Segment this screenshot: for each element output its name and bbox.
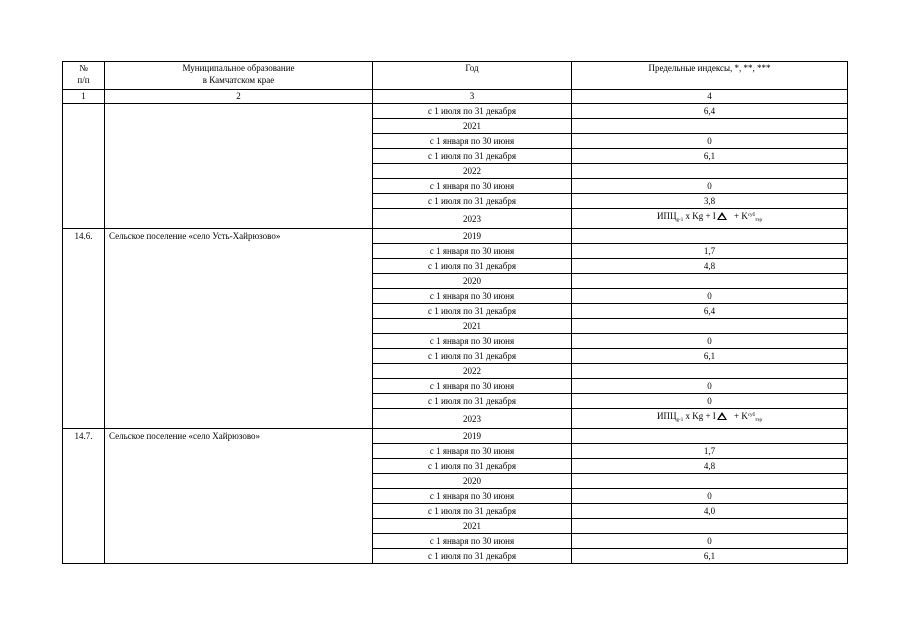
row-number-cell: 14.6. [63,229,105,429]
header-number-cell [63,62,105,90]
year-cell: с 1 июля по 31 декабря [373,394,572,409]
year-cell: с 1 июля по 31 декабря [373,349,572,364]
table-row [63,104,848,119]
year-cell: с 1 июля по 31 декабря [373,149,572,164]
table-body [63,62,848,564]
year-cell: 2021 [373,519,572,534]
year-cell: 2023 [373,409,572,429]
index-formula: $ИПЦ_{g-1}$ x $Kg + I + K^{суб}_{тэр}$ [657,411,762,423]
column-number-1: 1 [63,90,105,104]
municipality-cell: Сельское поселение «село Хайрюзово» [105,429,373,564]
index-cell: 4,8 [572,459,848,474]
year-cell: 2022 [373,164,572,179]
year-cell: с 1 июля по 31 декабря [373,549,572,564]
index-cell: 4,8 [572,259,848,274]
year-cell: с 1 января по 30 июня [373,244,572,259]
column-number-row [63,90,848,104]
year-cell: с 1 июля по 31 декабря [373,459,572,474]
delta-icon [717,412,727,420]
index-cell [572,519,848,534]
delta-icon [717,212,727,220]
year-cell: 2020 [373,474,572,489]
year-cell: 2021 [373,319,572,334]
year-cell: 2023 [373,209,572,229]
index-cell [572,164,848,179]
year-cell: с 1 июля по 31 декабря [373,104,572,119]
year-cell: 2021 [373,119,572,134]
index-cell [572,364,848,379]
index-cell: 0 [572,394,848,409]
year-cell: 2019 [373,429,572,444]
table-row [63,429,848,444]
year-cell: с 1 января по 30 июня [373,534,572,549]
year-cell: с 1 января по 30 июня [373,379,572,394]
index-cell [572,209,848,229]
index-cell: 6,1 [572,349,848,364]
year-cell: с 1 июля по 31 декабря [373,194,572,209]
year-cell: 2020 [373,274,572,289]
index-cell: 6,4 [572,304,848,319]
year-cell: с 1 января по 30 июня [373,489,572,504]
index-cell: 0 [572,379,848,394]
header-number-line2: п/п [77,75,90,85]
column-number-4: 4 [572,90,848,104]
index-cell [572,274,848,289]
index-cell: 0 [572,489,848,504]
header-municipality-line2: в Камчатском крае [202,75,275,85]
year-cell: с 1 января по 30 июня [373,134,572,149]
index-cell: 3,8 [572,194,848,209]
header-year-cell: Год [373,62,572,90]
year-cell: с 1 июля по 31 декабря [373,504,572,519]
municipality-cell [105,104,373,229]
index-cell: 6,4 [572,104,848,119]
index-cell [572,119,848,134]
header-municipality-line1: Муниципальное образование [182,63,295,73]
index-cell: 6,1 [572,149,848,164]
year-cell: с 1 января по 30 июня [373,444,572,459]
index-cell: 4,0 [572,504,848,519]
column-number-3: 3 [373,90,572,104]
row-number-cell: 14.7. [63,429,105,564]
index-cell [572,409,848,429]
year-cell: с 1 января по 30 июня [373,179,572,194]
header-number-line1: № [79,63,88,73]
index-cell [572,319,848,334]
index-cell: 1,7 [572,444,848,459]
tariff-index-table [62,61,848,564]
year-cell: 2019 [373,229,572,244]
index-cell: 6,1 [572,549,848,564]
municipality-cell: Сельское поселение «село Усть-Хайрюзово» [105,229,373,429]
index-cell: 0 [572,534,848,549]
index-cell: 1,7 [572,244,848,259]
table-row [63,229,848,244]
index-cell: 0 [572,179,848,194]
table-header-row [63,62,848,90]
index-cell: 0 [572,134,848,149]
year-cell: с 1 января по 30 июня [373,289,572,304]
header-index-cell: Предельные индексы, *, **, *** [572,62,848,90]
index-cell: 0 [572,289,848,304]
index-cell [572,229,848,244]
index-cell [572,474,848,489]
year-cell: с 1 января по 30 июня [373,334,572,349]
year-cell: с 1 июля по 31 декабря [373,304,572,319]
index-cell: 0 [572,334,848,349]
index-cell [572,429,848,444]
header-municipality-cell [105,62,373,90]
year-cell: 2022 [373,364,572,379]
row-number-cell [63,104,105,229]
year-cell: с 1 июля по 31 декабря [373,259,572,274]
index-formula: $ИПЦ_{g-1}$ x $Kg + I + K^{суб}_{тэр}$ [657,211,762,223]
column-number-2: 2 [105,90,373,104]
